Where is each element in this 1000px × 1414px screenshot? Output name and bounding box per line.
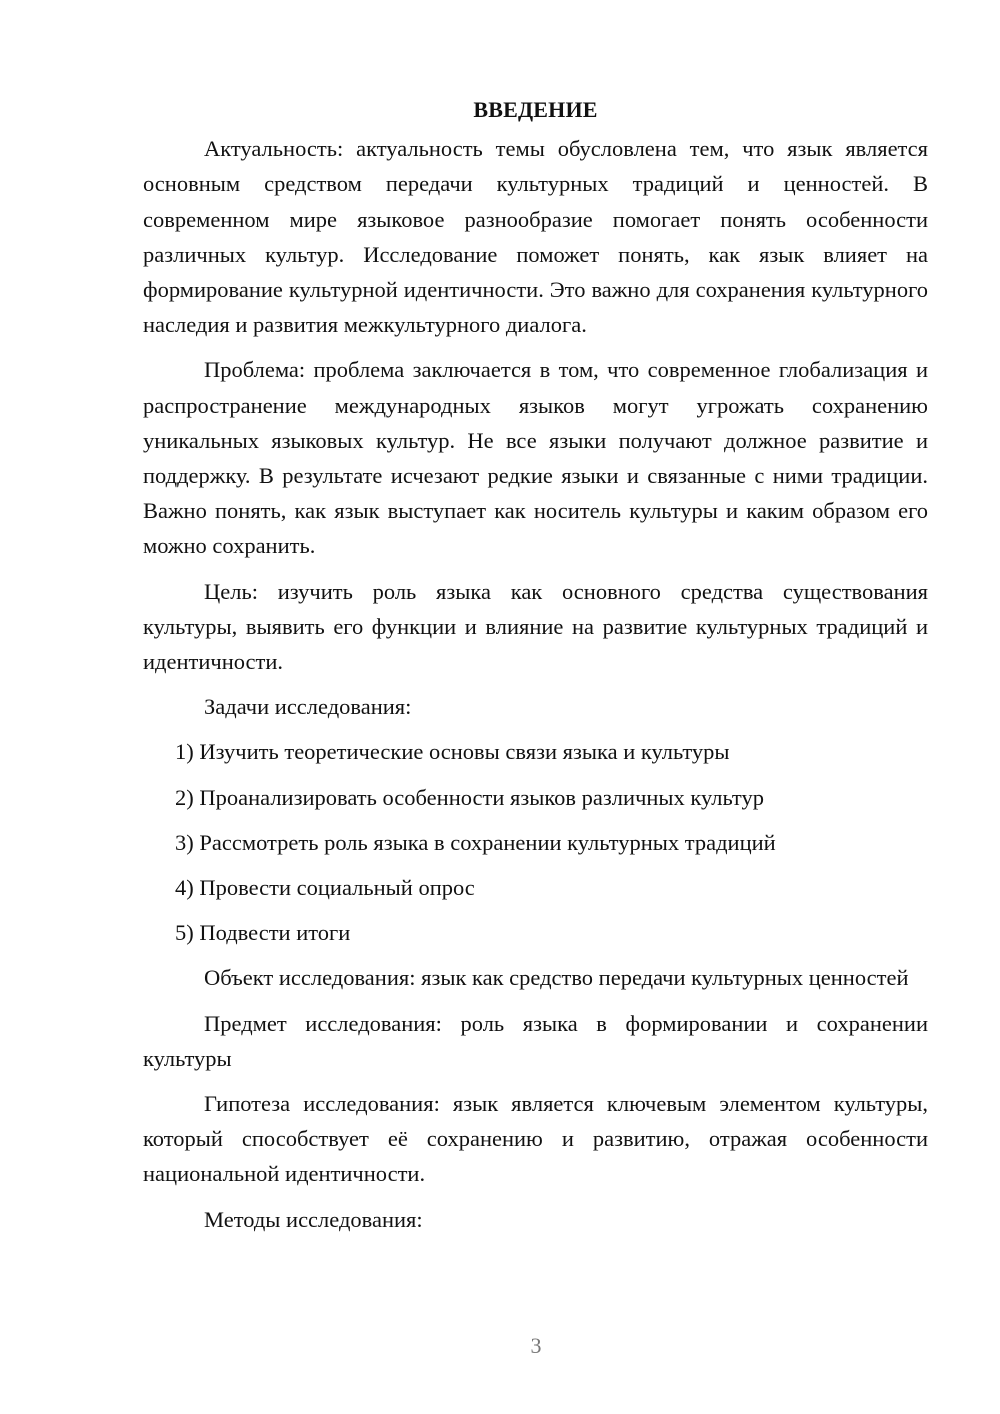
task-item: 1) Изучить теоретические основы связи языка и культуры (175, 739, 730, 765)
task-item: 2) Проанализировать особенности языков различных культур (175, 784, 764, 810)
document-body (143, 92, 928, 1247)
task-item: 5) Подвести итоги (175, 920, 351, 946)
hypothesis-paragraph: Гипотеза исследования: язык является ключевым элементом культуры, который способствует её сохранению и развитию, отражая особенности национальной идентичности. (143, 1091, 928, 1187)
subject-paragraph: Предмет исследования: роль языка в формировании и сохранении культуры (143, 1010, 928, 1071)
page-title: ВВЕДЕНИЕ (473, 97, 598, 122)
tasks-heading: Задачи исследования: (204, 694, 412, 720)
goal-paragraph: Цель: изучить роль языка как основного средства существования культуры, выявить его функции и влияние на развитие культурных традиций и идентичности. (143, 578, 928, 675)
page-number: 3 (530, 1333, 542, 1358)
relevance-paragraph: Актуальность: актуальность темы обусловлена тем, что язык является основным средством передачи культурных традиций и ценностей. В современном мире языковое разнообразие помогает понять особенности различных культур. Исследование поможет понять, как язык влияет на формирование культурной идентичности. Это важно для сохранения культурного наследия и развития межкультурного диалога. (143, 136, 928, 338)
object-paragraph: Объект исследования: язык как средство передачи культурных ценностей (204, 965, 909, 991)
methods-heading: Методы исследования: (204, 1206, 423, 1232)
task-item: 3) Рассмотреть роль языка в сохранении культурных традиций (175, 829, 776, 855)
problem-paragraph: Проблема: проблема заключается в том, что современное глобализация и распространение международных языков могут угрожать сохранению уникальных языковых культур. Не все языки получают должное развитие и поддержку. В результате исчезают редкие языки и связанные с ними традиции. Важно понять, как язык выступает как носитель культуры и каким образом его можно сохранить. (143, 357, 928, 559)
task-item: 4) Провести социальный опрос (175, 875, 475, 901)
